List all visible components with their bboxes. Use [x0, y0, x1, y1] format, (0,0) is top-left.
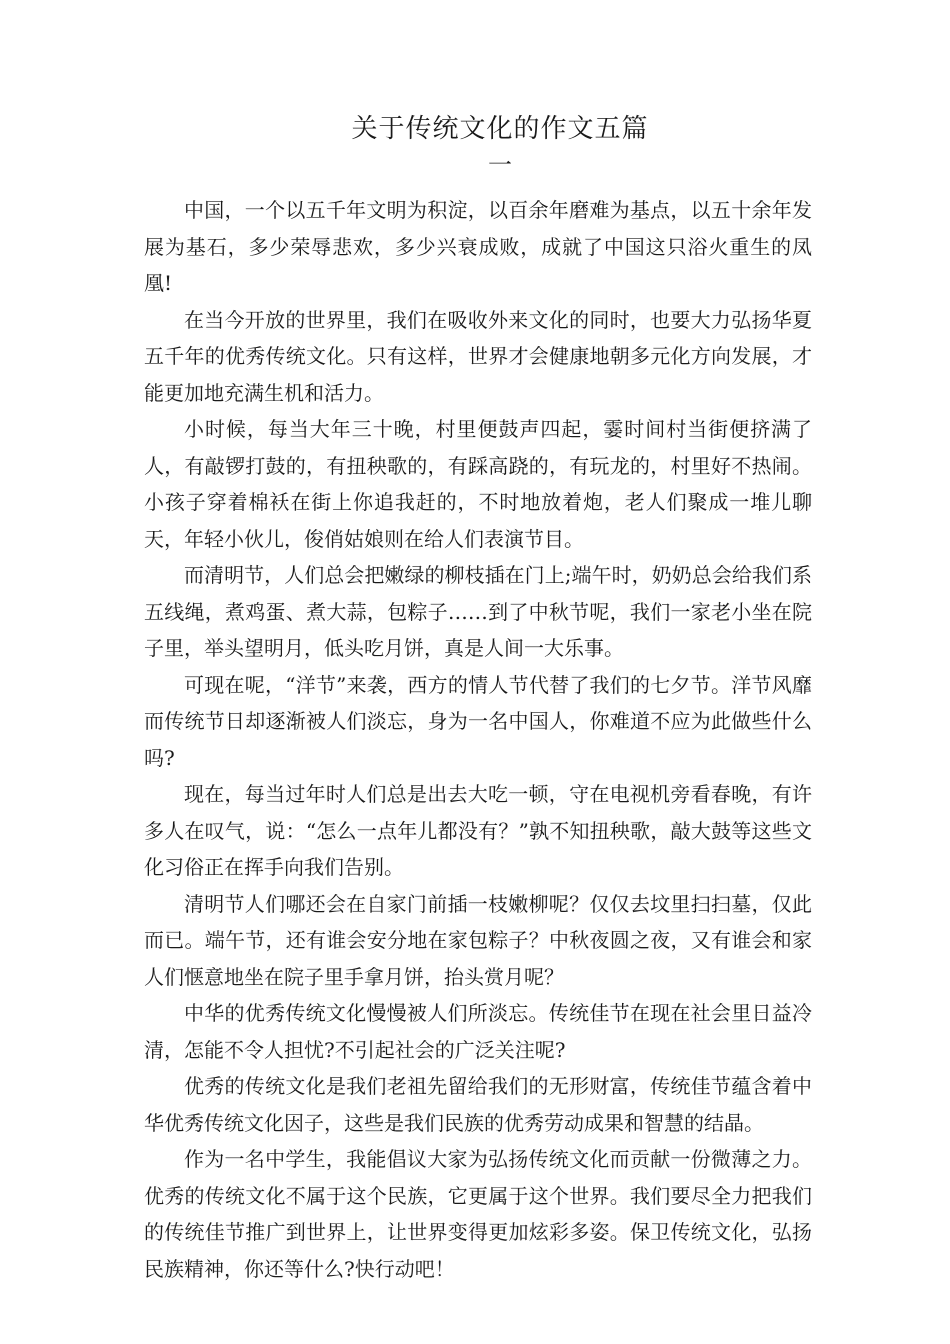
- essay-body: [144, 192, 812, 1287]
- paragraph: 在当今开放的世界里，我们在吸收外来文化的同时，也要大力弘扬华夏五千年的优秀传统文化。只有这样，世界才会健康地朝多元化方向发展，才能更加地充满生机和活力。: [144, 307, 812, 405]
- paragraph: 中华的优秀传统文化慢慢被人们所淡忘。传统佳节在现在社会里日益冷清，怎能不令人担忧?不引起社会的广泛关注呢?: [144, 1001, 812, 1062]
- paragraph: 作为一名中学生，我能倡议大家为弘扬传统文化而贡献一份微薄之力。优秀的传统文化不属于这个民族，它更属于这个世界。我们要尽全力把我们的传统佳节推广到世界上，让世界变得更加炫彩多姿。保卫传统文化，弘扬民族精神，你还等什么?快行动吧！: [144, 1147, 812, 1281]
- paragraph: 清明节人们哪还会在自家门前插一枝嫩柳呢？仅仅去坟里扫扫墓，仅此而已。端午节，还有谁会安分地在家包粽子？中秋夜圆之夜，又有谁会和家人们惬意地坐在院子里手拿月饼，抬头赏月呢？: [144, 891, 812, 989]
- paragraph: 优秀的传统文化是我们老祖先留给我们的无形财富，传统佳节蕴含着中华优秀传统文化因子，这些是我们民族的优秀劳动成果和智慧的结晶。: [144, 1074, 812, 1135]
- paragraph: 而清明节，人们总会把嫩绿的柳枝插在门上;端午时，奶奶总会给我们系五线绳，煮鸡蛋、煮大蒜，包粽子……到了中秋节呢，我们一家老小坐在院子里，举头望明月，低头吃月饼，真是人间一大乐事。: [144, 563, 812, 660]
- paragraph: 可现在呢，“洋节”来袭，西方的情人节代替了我们的七夕节。洋节风靡而传统节日却逐渐被人们淡忘，身为一名中国人，你难道不应为此做些什么吗?: [144, 672, 812, 770]
- paragraph: 现在，每当过年时人们总是出去大吃一顿，守在电视机旁看春晚，有许多人在叹气，说：“怎么一点年儿都没有？”孰不知扭秧歌，敲大鼓等这些文化习俗正在挥手向我们告别。: [144, 782, 812, 879]
- section-number: 一: [488, 151, 512, 179]
- document-title: 关于传统文化的作文五篇: [351, 114, 649, 144]
- paragraph: 中国，一个以五千年文明为积淀，以百余年磨难为基点，以五十余年发展为基石，多少荣辱悲欢，多少兴衰成败，成就了中国这只浴火重生的凤凰!: [144, 198, 812, 295]
- paragraph: 小时候，每当大年三十晚，村里便鼓声四起，霎时间村当街便挤满了人，有敲锣打鼓的，有扭秧歌的，有踩高跷的，有玩龙的，村里好不热闹。小孩子穿着棉袄在街上你追我赶的，不时地放着炮，老人们聚成一堆儿聊天，年轻小伙儿，俊俏姑娘则在给人们表演节目。: [144, 417, 812, 551]
